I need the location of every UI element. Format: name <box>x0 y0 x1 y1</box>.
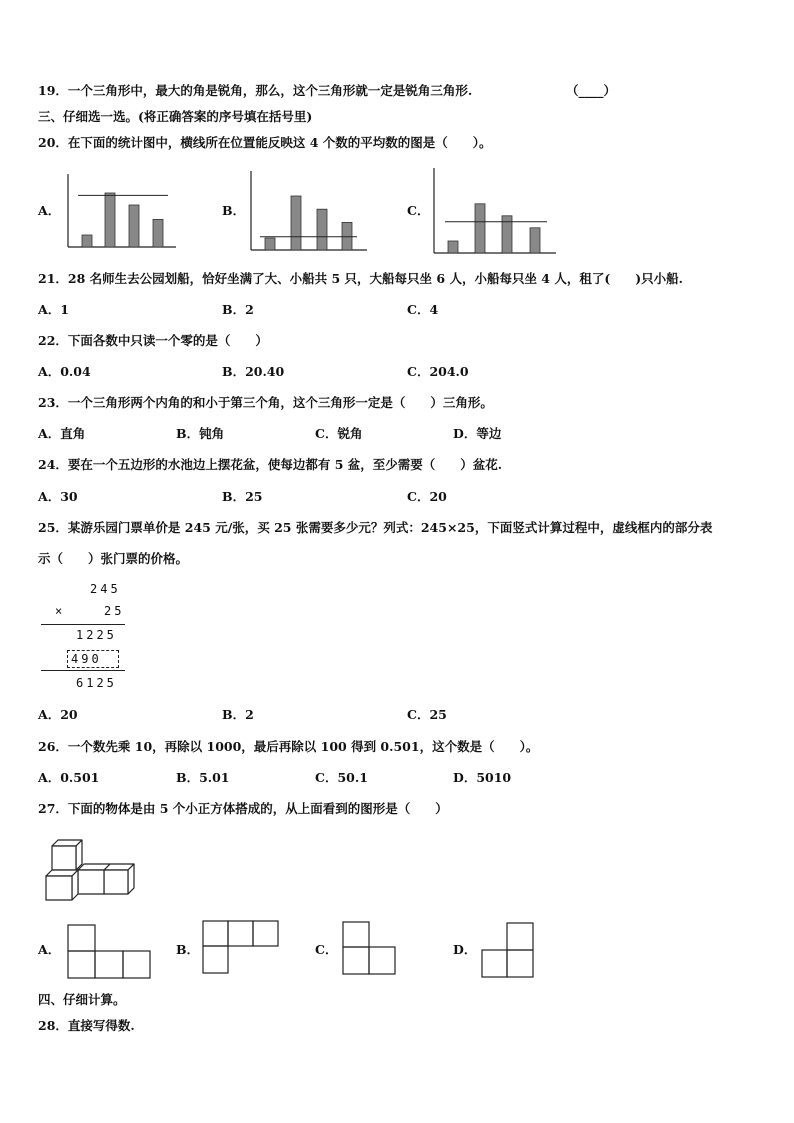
q28-text: 28．直接写得数. <box>38 1018 135 1033</box>
q26-option-d[interactable]: D．5010 <box>453 770 512 785</box>
section3-heading: 三、仔细选一选。(将正确答案的序号填在括号里) <box>38 109 313 124</box>
calc-partial-product-2: 490 <box>71 652 102 666</box>
q25-text-line2: 示（ ）张门票的价格。 <box>38 551 189 566</box>
q24-option-c[interactable]: C．20 <box>407 489 447 504</box>
q23-option-a[interactable]: A．直角 <box>38 426 86 441</box>
top-view-b <box>203 921 278 973</box>
q19-answer-blank[interactable]: （____） <box>566 83 617 98</box>
q25-option-c[interactable]: C．25 <box>407 707 447 722</box>
q23-option-d[interactable]: D．等边 <box>453 426 502 441</box>
q23-text: 23．一个三角形两个内角的和小于第三个角，这个三角形一定是（ ）三角形。 <box>38 395 493 410</box>
q20-option-c-label: C． <box>407 203 430 218</box>
q24-text: 24．要在一个五边形的水池边上摆花盆，使每边都有 5 盆，至少需要（ ）盆花. <box>38 457 503 472</box>
calc-result: 6125 <box>76 676 117 690</box>
q20-option-b-label: B． <box>222 203 246 218</box>
q26-option-c[interactable]: C．50.1 <box>315 770 368 785</box>
top-view-d <box>482 923 533 977</box>
calc-multiplicand: 245 <box>90 582 121 596</box>
q21-text: 21．28 名师生去公园划船，恰好坐满了大、小船共 5 只，大船每只坐 6 人，小船每只坐 4 人，租了( )只小船. <box>38 271 684 286</box>
q23-option-c[interactable]: C．锐角 <box>315 426 363 441</box>
q22-text: 22．下面各数中只读一个零的是（ ） <box>38 333 268 348</box>
q20-text: 20．在下面的统计图中，横线所在位置能反映这 4 个数的平均数的图是（ ）。 <box>38 135 492 150</box>
calc-times-sign: × <box>55 604 66 618</box>
q23-option-b[interactable]: B．钝角 <box>176 426 225 441</box>
calc-partial-product-1: 1225 <box>76 628 117 642</box>
q24-option-a[interactable]: A．30 <box>38 489 78 504</box>
q27-option-b-label: B． <box>176 942 200 957</box>
q22-option-b[interactable]: B．20.40 <box>222 364 285 379</box>
q21-option-a[interactable]: A．1 <box>38 302 69 317</box>
top-view-a <box>68 925 150 978</box>
q26-option-a[interactable]: A．0.501 <box>38 770 100 785</box>
q27-text: 27．下面的物体是由 5 个小正方体搭成的，从上面看到的图形是（ ） <box>38 801 448 816</box>
q21-option-c[interactable]: C．4 <box>407 302 439 317</box>
q26-option-b[interactable]: B．5.01 <box>176 770 230 785</box>
q25-option-a[interactable]: A．20 <box>38 707 78 722</box>
q19-text: 19．一个三角形中，最大的角是锐角，那么，这个三角形就一定是锐角三角形. <box>38 83 473 98</box>
q20-option-a-label: A． <box>38 203 61 218</box>
top-view-c <box>343 922 395 974</box>
calc-multiplier: 25 <box>104 604 125 618</box>
q24-option-b[interactable]: B．25 <box>222 489 263 504</box>
q25-option-b[interactable]: B．2 <box>222 707 254 722</box>
q26-text: 26．一个数先乘 10，再除以 1000，最后再除以 100 得到 0.501，这个数是（ ）。 <box>38 739 539 754</box>
q21-option-b[interactable]: B．2 <box>222 302 254 317</box>
section4-heading: 四、仔细计算。 <box>38 992 126 1007</box>
q27-option-c-label: C． <box>315 942 338 957</box>
q27-option-a-label: A． <box>38 942 61 957</box>
q22-option-a[interactable]: A．0.04 <box>38 364 91 379</box>
q22-option-c[interactable]: C．204.0 <box>407 364 469 379</box>
q25-text-line1: 25．某游乐园门票单价是 245 元/张，买 25 张需要多少元？列式：245×25，下面竖式计算过程中，虚线框内的部分表 <box>38 520 713 535</box>
q27-option-d-label: D． <box>453 942 477 957</box>
